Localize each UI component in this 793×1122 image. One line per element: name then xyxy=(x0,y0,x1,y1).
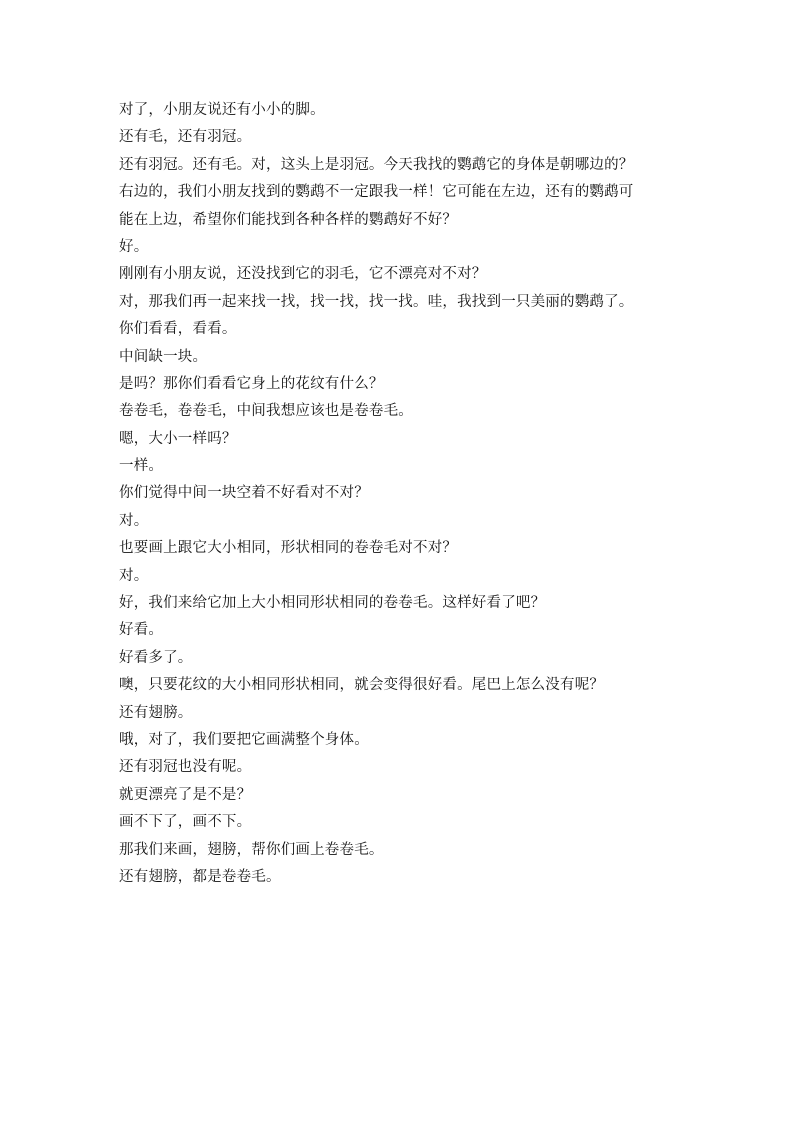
text-line: 那我们来画，翅膀，帮你们画上卷卷毛。 xyxy=(119,841,384,858)
text-line: 好。 xyxy=(119,238,149,255)
text-line: 还有翅膀。 xyxy=(119,704,193,721)
text-line: 卷卷毛，卷卷毛，中间我想应该也是卷卷毛。 xyxy=(119,403,413,420)
text-line: 一样。 xyxy=(119,458,164,475)
text-line: 能在上边，希望你们能找到各种各样的鹦鹉好不好？ xyxy=(119,211,458,228)
text-line: 还有羽冠。还有毛。对，这头上是羽冠。今天我找的鹦鹉它的身体是朝哪边的？ xyxy=(119,156,634,173)
transcript-body xyxy=(119,97,679,891)
text-line: 就更漂亮了是不是？ xyxy=(119,786,252,803)
text-line: 右边的，我们小朋友找到的鹦鹉不一定跟我一样！它可能在左边，还有的鹦鹉可 xyxy=(119,184,634,201)
text-line: 你们觉得中间一块空着不好看对不对？ xyxy=(119,485,369,502)
text-line: 好看。 xyxy=(119,622,164,639)
text-line: 是吗？那你们看看它身上的花纹有什么？ xyxy=(119,375,384,392)
text-line: 嗯，大小一样吗？ xyxy=(119,430,237,447)
text-line: 刚刚有小朋友说，还没找到它的羽毛，它不漂亮对不对？ xyxy=(119,266,487,283)
text-line: 还有翅膀，都是卷卷毛。 xyxy=(119,868,281,885)
text-line: 画不下了，画不下。 xyxy=(119,814,252,831)
text-line: 也要画上跟它大小相同，形状相同的卷卷毛对不对？ xyxy=(119,540,458,557)
text-line: 对，那我们再一起来找一找，找一找，找一找。哇，我找到一只美丽的鹦鹉了。 xyxy=(119,293,634,310)
text-line: 好，我们来给它加上大小相同形状相同的卷卷毛。这样好看了吧？ xyxy=(119,595,546,612)
text-line: 对。 xyxy=(119,512,149,529)
text-line: 哦，对了，我们要把它画满整个身体。 xyxy=(119,731,369,748)
text-line: 对了，小朋友说还有小小的脚。 xyxy=(119,102,325,118)
text-line: 中间缺一块。 xyxy=(119,348,208,365)
text-line: 还有羽冠也没有呢。 xyxy=(119,759,252,776)
text-line: 对。 xyxy=(119,567,149,584)
text-line: 你们看看，看看。 xyxy=(119,321,237,338)
text-line: 噢，只要花纹的大小相同形状相同，就会变得很好看。尾巴上怎么没有呢？ xyxy=(119,677,605,694)
text-line: 还有毛，还有羽冠。 xyxy=(119,129,252,146)
text-line: 好看多了。 xyxy=(119,649,193,666)
